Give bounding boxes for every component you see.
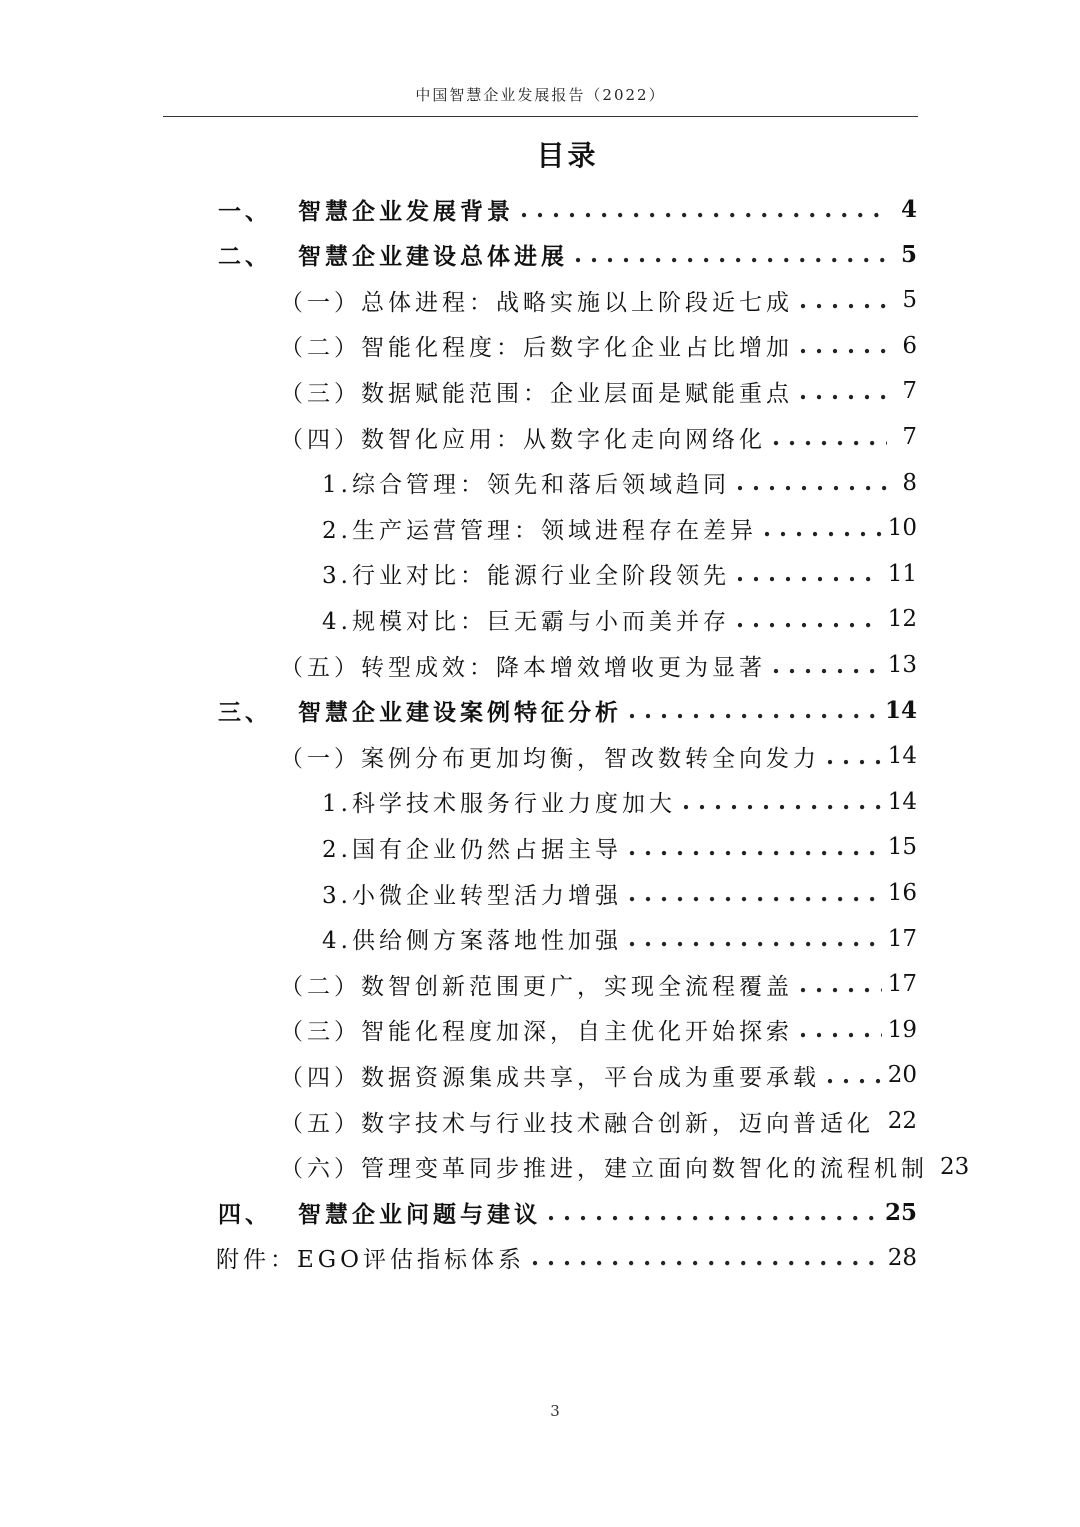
toc-entry[interactable] — [322, 596, 917, 642]
toc-dot-leader — [772, 424, 887, 451]
toc-entry-label: （四）数智化应用：从数字化走向网络化 — [280, 426, 766, 453]
toc-entry-page: 28 — [887, 1244, 917, 1271]
toc-entry[interactable] — [280, 323, 917, 369]
toc-entry-page: 4 — [900, 195, 917, 223]
toc-entry[interactable] — [280, 961, 917, 1007]
toc-entry-label: （三）数据赋能范围：企业层面是赋能重点 — [280, 380, 793, 407]
toc-entry-page: 14 — [887, 788, 917, 815]
toc-dot-leader — [628, 834, 882, 861]
toc-entry[interactable] — [322, 824, 917, 870]
toc-dot-leader — [574, 241, 887, 268]
toc-entry-page: 13 — [887, 652, 917, 678]
toc-dot-leader — [736, 606, 882, 633]
toc-entry-page: 14 — [887, 743, 917, 770]
toc-dot-leader — [880, 1108, 882, 1135]
toc-dot-leader — [682, 788, 882, 815]
toc-entry-label: （一）案例分布更加均衡，智改数转全向发力 — [280, 745, 820, 772]
toc-entry-label: 智慧企业建设案例特征分析 — [298, 699, 622, 727]
toc-entry-label: 附件：EGO评估指标体系 — [216, 1247, 526, 1274]
toc-entry-number: 一、 — [218, 197, 272, 225]
toc-dot-leader — [763, 515, 882, 542]
toc-entry-label: （二）智能化程度：后数字化企业占比增加 — [280, 335, 793, 362]
toc-entry-label: 智慧企业发展背景 — [298, 197, 514, 225]
toc-entry-page: 6 — [902, 332, 917, 359]
toc-dot-leader — [531, 1244, 882, 1271]
toc-entry-page: 19 — [887, 1016, 917, 1043]
toc-entry-number: 二、 — [218, 243, 272, 271]
header-divider — [163, 116, 918, 117]
toc-dot-leader — [547, 1199, 879, 1226]
toc-entry-label: 智慧企业建设总体进展 — [298, 243, 568, 271]
toc-entry-page: 10 — [887, 515, 917, 542]
toc-entry-page: 8 — [902, 469, 917, 496]
toc-dot-leader — [628, 880, 882, 907]
toc-entry[interactable] — [280, 1007, 917, 1053]
toc-entry-page: 7 — [902, 424, 917, 450]
toc-entry[interactable] — [322, 870, 917, 916]
toc-title: 目录 — [536, 139, 599, 172]
toc-entry-label: （四）数据资源集成共享，平台成为重要承载 — [280, 1064, 820, 1091]
toc-entry-page: 5 — [902, 287, 917, 314]
toc-entry[interactable] — [322, 779, 917, 825]
toc-entry-label: 4.规模对比：巨无霸与小而美并存 — [322, 608, 730, 635]
toc-entry[interactable] — [218, 186, 917, 232]
toc-dot-leader — [736, 560, 882, 587]
toc-entry-page: 11 — [887, 560, 917, 587]
toc-entry[interactable] — [280, 1098, 917, 1144]
toc-entry-label: （二）数智创新范围更广，实现全流程覆盖 — [280, 973, 793, 1000]
toc-entry[interactable] — [322, 551, 917, 597]
toc-entry-label: （六）管理变革同步推进，建立面向数智化的流程机制 — [280, 1156, 928, 1183]
toc-entry[interactable] — [280, 1144, 970, 1190]
toc-dot-leader — [736, 469, 887, 496]
toc-entry[interactable] — [280, 642, 917, 688]
toc-entry-label: 2.国有企业仍然占据主导 — [322, 836, 622, 863]
toc-entry[interactable] — [218, 1189, 917, 1235]
toc-entry-label: 1.科学技术服务行业力度加大 — [322, 791, 676, 818]
toc-entry-label: （五）数字技术与行业技术融合创新，迈向普适化 — [280, 1110, 874, 1137]
toc-dot-leader — [826, 1062, 882, 1089]
toc-entry-page: 16 — [887, 880, 917, 906]
page-number: 3 — [550, 1402, 560, 1420]
toc-entry-label: 智慧企业问题与建议 — [298, 1200, 541, 1228]
toc-entry[interactable] — [280, 368, 917, 414]
toc-dot-leader — [628, 697, 879, 724]
toc-dot-leader — [520, 196, 887, 223]
toc-entry-page: 20 — [887, 1062, 917, 1089]
toc-entry-number: 三、 — [218, 699, 272, 727]
toc-entry-label: （一）总体进程：战略实施以上阶段近七成 — [280, 289, 793, 316]
toc-entry-label: 3.小微企业转型活力增强 — [322, 882, 622, 909]
toc-entry-page: 5 — [900, 241, 917, 269]
toc-entry-label: 2.生产运营管理：领域进程存在差异 — [322, 517, 757, 544]
toc-entry[interactable] — [322, 916, 917, 962]
toc-entry-page: 12 — [887, 606, 917, 633]
toc-entry-page: 17 — [887, 971, 917, 998]
toc-dot-leader — [799, 1016, 882, 1043]
toc-entry[interactable] — [280, 277, 917, 323]
toc-entry-label: （五）转型成效：降本增效增收更为显著 — [280, 654, 766, 681]
toc-dot-leader — [826, 743, 882, 770]
toc-entry[interactable] — [280, 733, 917, 779]
toc-entry[interactable] — [218, 688, 917, 734]
toc-entry[interactable] — [322, 505, 917, 551]
toc-entry[interactable] — [218, 232, 917, 278]
toc-entry-page: 15 — [887, 834, 917, 861]
toc-entry[interactable] — [280, 1052, 917, 1098]
toc-dot-leader — [628, 925, 882, 952]
toc-entry-page: 17 — [887, 925, 917, 952]
toc-entry-page: 14 — [884, 697, 917, 725]
running-header: 中国智慧企业发展报告（2022） — [415, 86, 666, 104]
toc-entry-page: 7 — [902, 378, 917, 405]
toc-entry[interactable] — [216, 1235, 917, 1281]
toc-entry[interactable] — [280, 414, 917, 460]
toc-dot-leader — [772, 652, 882, 679]
toc-entry-page: 25 — [884, 1198, 917, 1226]
toc-entry-label: 3.行业对比：能源行业全阶段领先 — [322, 563, 730, 590]
toc-entry-page: 23 — [940, 1153, 970, 1180]
toc-entry[interactable] — [322, 460, 917, 506]
toc-entry-label: （三）智能化程度加深，自主优化开始探索 — [280, 1019, 793, 1046]
toc-dot-leader — [799, 332, 887, 359]
toc-entry-label: 1.综合管理：领先和落后领域趋同 — [322, 472, 730, 499]
toc-dot-leader — [799, 378, 887, 405]
toc-entry-page: 22 — [887, 1108, 917, 1134]
toc-entry-label: 4.供给侧方案落地性加强 — [322, 928, 622, 955]
toc-dot-leader — [799, 287, 887, 314]
toc-dot-leader — [799, 971, 882, 998]
toc-entry-number: 四、 — [218, 1200, 272, 1228]
